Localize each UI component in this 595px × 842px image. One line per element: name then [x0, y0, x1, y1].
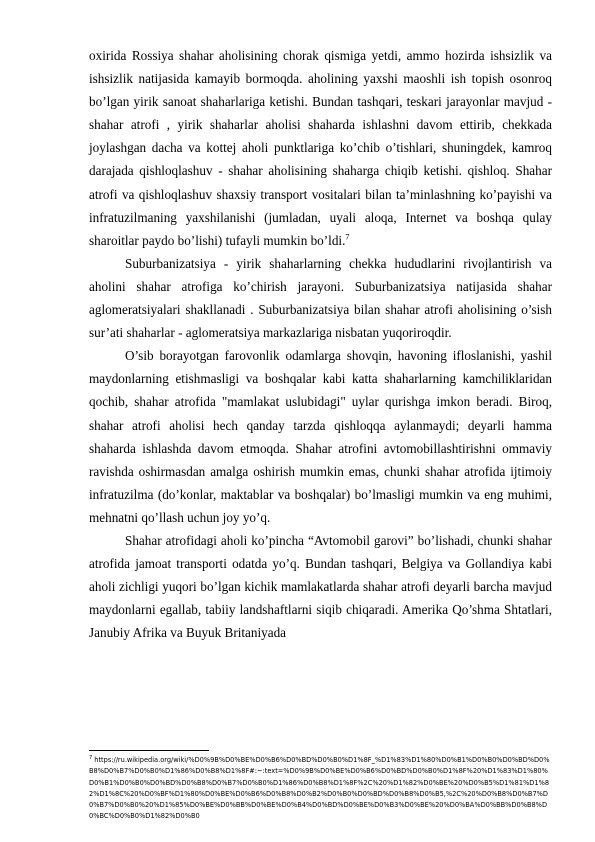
footnote-url[interactable]: https://ru.wikipedia.org/wiki/%D0%9B%D0%BE%D0%B6%D0%BD%D0%B0%D1%8F_%D1%83%D1%80%D0%B1%D0%B0%D0%BD%D0%B8%D0%B7%D0%B0%D1%86%D0%B8%D1%8F#:~:text=%D0%9B%D0%BE%D0%B6%D0%BD%D0%B0%D1%8F%20%D1%83%D1%80%D0%B1%D0%B0%D0%BD%D0%B8%D0%B7%D0%B0%D1%86%D0%B8%D1%8F%2C%20%D1%82%D0%BE%20%D0%B5%D1%81%D1%82%D1%8C%20%D0%BF%D1%80%D0%BE%D0%B6%D0%B8%D0%B2%D0%B0%D0%BD%D0%B8%D0%B5,%2C%20%D0%B8%D0%B7%D0%B7%D0%B0%20%D1%85%D0%BE%D0%BB%D0%BE%D0%B4%D0%BD%D0%BE%D0%B3%D0%BE%20%D0%BA%D0%BB%D0%B8%D0%BC%D0%B0%D1%82%D0%B0 [89, 756, 550, 821]
paragraph-1: oxirida Rossiya shahar aholisining chorak qismiga yetdi, ammo hozirda ishsizlik va ishsizlik natijasida kamayib bormoqda. aholining yaxshi maoshli ish topish osonroq bo’lgan yirik sanoat shaharlariga ketishi. Bundan tashqari, teskari jarayonlar mavjud - shahar atrofi , yirik shaharlar aholisi shaharda ishlashni davom ettirib, chekkada joylashgan dacha va kottej aholi punktlariga ko’chib o’tishlari, shuningdek, kamroq darajada qishloqlashuv - shahar aholisining shaharga chiqib ketishi. qishloq. Shahar atrofi va qishloqlashuv shaxsiy transport vositalari bilan ta’minlashning ko’payishi va infratuzilmaning yaxshilanishi (jumladan, uyali aloqa, Internet va boshqa qulay sharoitlar paydo bo’lishi) tufayli mumkin bo’ldi.$^7$ [89, 48, 552, 248]
footnote-separator [89, 750, 209, 751]
paragraph-2: Suburbanizatsiya - yirik shaharlarning chekka hududlarini rivojlantirish va aholini shahar atrofiga ko’chirish jarayoni. Suburbanizatsiya natijasida shahar aglomeratsiyalari shakllanadi . Suburbanizatsiya bilan shahar atrofi aholisining o’sish sur’ati shaharlar - aglomeratsiya markazlariga nisbatan yuqoriroqdir. [89, 255, 552, 341]
footnote-number: 7 [89, 754, 93, 761]
body-text [89, 44, 552, 644]
footnote [89, 755, 552, 823]
paragraph-4: Shahar atrofidagi aholi ko’pincha “Avtomobil garovi” bo’lishadi, chunki shahar atrofida jamoat transporti odatda yo’q. Bundan tashqari, Belgiya va Gollandiya kabi aholi zichligi yuqori bo’lgan kichik mamlakatlarda shahar atrofi deyarli barcha mavjud maydonlarni egallab, tabiiy landshaftlarni siqib chiqaradi. Amerika Qo’shma Shtatlari, Janubiy Afrika va Buyuk Britaniyada [89, 532, 552, 641]
paragraph-3: O’sib borayotgan farovonlik odamlarga shovqin, havoning ifloslanishi, yashil maydonlarning etishmasligi va boshqalar kabi katta shaharlarning kamchiliklaridan qochib, shahar atrofida "mamlakat uslubidagi" uylar qurishga imkon beradi. Biroq, shahar atrofi aholisi hech qanday tarzda qishloqqa aylanmaydi; deyarli hamma shaharda ishlashda davom etmoqda. Shahar atrofini avtomobillashtirishni ommaviy ravishda oshirmasdan amalga oshirish mumkin emas, chunki shahar atrofida ijtimoiy infratuzilma (do’konlar, maktablar va boshqalar) bo’lmasligi mumkin va eng muhimi, mehnatni qo’llash uchun joy yo’q. [89, 348, 552, 525]
footnote-reference[interactable]: 7 [345, 232, 350, 242]
